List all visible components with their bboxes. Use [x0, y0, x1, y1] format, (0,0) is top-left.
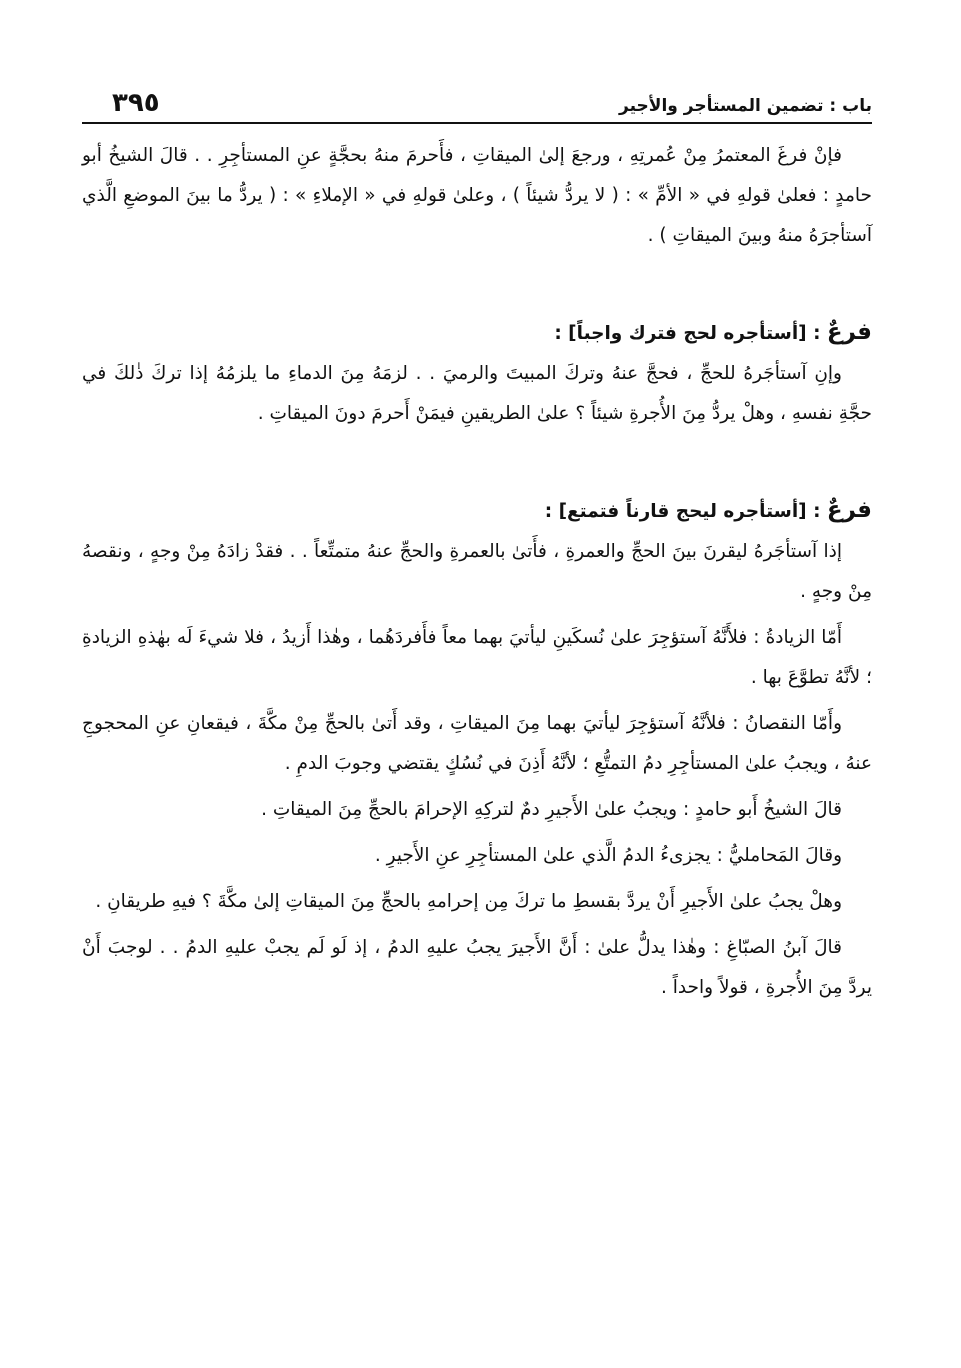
paragraph-1: فإنْ فرغَ المعتمرُ مِنْ عُمرتِهِ ، ورجعَ إلىٰ الميقاتِ ، فأَحرمَ منهُ بحجَّةٍ عنِ المستأجِرِ . . قالَ الشيخُ أبو حامدٍ : فعلىٰ قولهِ في « الأمِّ » : ( لا يردُّ شيئاً ) ، وعلىٰ قولهِ في « الإملاءِ » : ( يردُّ ما بينَ الموضعِ الَّذي آستأجرَهُ منهُ وبينَ الميقاتِ ) . [82, 145, 872, 246]
section-2-paragraph: قالَ الشيخُ أَبو حامدٍ : ويجبُ علىٰ الأَجيرِ دمٌ لتركِهِ الإحرامَ بالحجِّ مِنَ الميقاتِ . [261, 799, 842, 820]
section-label: فرعٌ [826, 319, 872, 345]
section-heading-1 [82, 312, 872, 354]
section-title: : [أستأجره ليحج قارناً فتمتع] : [544, 501, 827, 522]
chapter-title: باب : تضمين المستأجر والأجير [619, 96, 872, 116]
section-2-paragraph: أَمّا الزيادةُ : فلأَنَّهُ آستؤجِرَ علىٰ نُسكَينِ ليأتيَ بهما معاً فأَفردَهُما ، وهٰذا أَزيدُ ، فلا شيءَ لَه بهٰذهِ الزيادةِ ؛ لأنَّهُ تطوَّعَ بها . [82, 627, 872, 688]
section-2-paragraph: إذا آستأجَرهُ ليقرنَ بينَ الحجِّ والعمرةِ ، فأَتىٰ بالعمرةِ والحجِّ عنهُ متمتِّعاً . . فقدْ زادَهُ مِنْ وجهٍ ، ونقصهُ مِنْ وجهٍ . [82, 541, 872, 602]
section-title: : [أستأجره لحج فترك واجباً] : [554, 323, 827, 344]
spacer [82, 256, 872, 312]
spacer [82, 434, 872, 490]
book-page [82, 70, 872, 1340]
section-2-paragraph: قالَ آبنُ الصبّاغِ : وهٰذا يدلُّ علىٰ : أَنَّ الأَجيرَ يجبُ عليهِ الدمُ ، إذ لَو لَم يجبْ عليهِ الدمُ . . لوجبَ أَنْ يردَّ مِنَ الأُجرةِ ، قولاً واحداً . [82, 937, 872, 998]
page-number: ٣٩٥ [112, 88, 160, 118]
page-body [82, 136, 872, 1008]
section-2-paragraph: وأَمّا النقصانُ : فلأنَّهُ آستؤجِرَ ليأتيَ بهما مِنَ الميقاتِ ، وقد أَتىٰ بالحجِّ مِنْ مكَّةَ ، فيقعانِ عنِ المحجوجِ عنهُ ، ويجبُ علىٰ المستأجِرِ دمُ التمتُّعِ ؛ لأنَّهُ أَذِنَ في نُسُكٍ يقتضي وجوبَ الدمِ . [82, 713, 872, 774]
section-2-paragraph: وهلْ يجبُ علىٰ الأَجيرِ أَنْ يردَّ بقسطِ ما تركَ مِن إحرامهِ بالحجِّ مِنَ الميقاتِ إلىٰ مكَّةَ ؟ فيهِ طريقانِ . [95, 891, 842, 912]
section-1-paragraph: وإنِ آستأجَرهُ للحجِّ ، فحجَّ عنهُ وتركَ المبيتَ والرميَ . . لزمَهُ مِنَ الدماءِ ما يلزمُهُ إذا تركَ ذٰلكَ في حجَّةِ نفسهِ ، وهلْ يردُّ مِنَ الأُجرةِ شيئاً ؟ علىٰ الطريقينِ فيمَنْ أَحرمَ دونَ الميقاتِ . [82, 363, 872, 424]
section-label: فرعٌ [826, 497, 872, 523]
section-heading-2 [82, 490, 872, 532]
section-2-paragraph: وقالَ المَحامليُّ : يجزىءُ الدمُ الَّذي علىٰ المستأجِرِ عنِ الأَجيرِ . [374, 845, 842, 866]
running-header [82, 70, 872, 124]
